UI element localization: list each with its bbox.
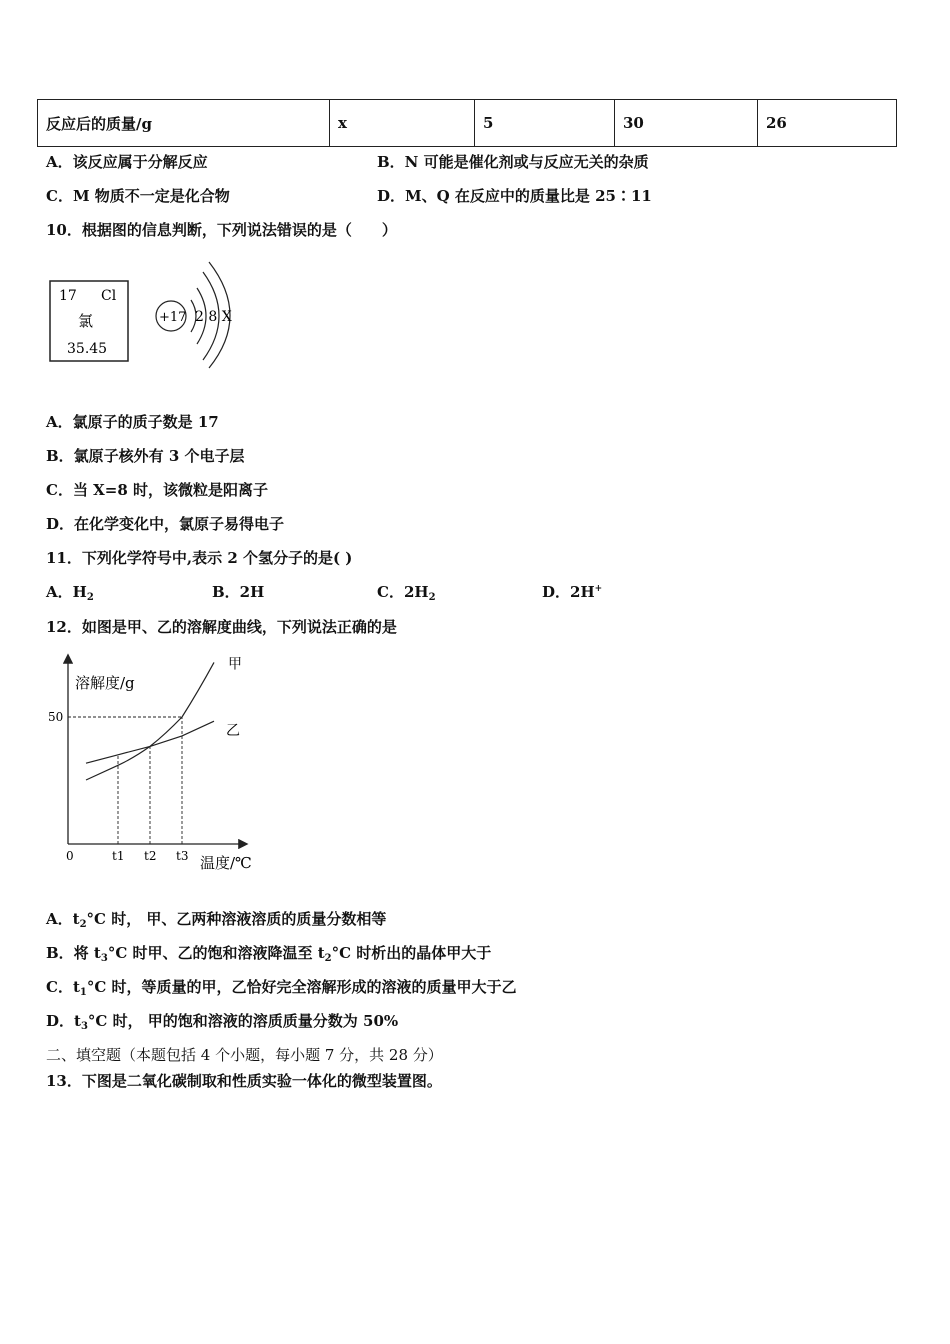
atomic-number: 17 (59, 288, 77, 304)
origin-label: 0 (66, 849, 74, 863)
q10-option-b: B．氯原子核外有 3 个电子层 (46, 447, 245, 465)
element-symbol: Cl (101, 288, 117, 304)
table-cell-p: 30 (615, 100, 758, 147)
y-axis-label: 溶解度/g (75, 674, 135, 692)
table-cell-n: 5 (475, 100, 615, 147)
q12-option-b: B．将 $t_3^\circ C$ 时甲、乙的饱和溶液降温至 $t_2^\circ C$ 时析出的晶体甲大于 (46, 944, 492, 964)
q11-option-c: C．$2H_2$ (377, 583, 436, 603)
y-tick-50: 50 (48, 710, 64, 724)
q11-option-d: D．2H+ (542, 583, 603, 601)
element-name: 氯 (78, 312, 94, 330)
x-tick-t3: t3 (176, 849, 189, 863)
x-tick-t1: t1 (112, 849, 125, 863)
chlorine-figure (45, 258, 245, 370)
q10-option-c: C．当 X=8 时，该微粒是阳离子 (46, 481, 269, 499)
x-tick-t2: t2 (144, 849, 157, 863)
table-row (38, 100, 897, 147)
x-axis-label: 温度/℃ (200, 854, 252, 872)
atomic-mass: 35.45 (67, 341, 108, 357)
nucleus-charge: +17 (159, 310, 187, 325)
q9-option-d: D．M、Q 在反应中的质量比是 25∶11 (377, 187, 652, 205)
legend-yi: 乙 (226, 723, 240, 740)
q12-stem: 12．如图是甲、乙的溶解度曲线，下列说法正确的是 (46, 618, 397, 636)
q11-option-a: A．$H_2$ (46, 583, 94, 603)
q12-option-d: D．$t_3^\circ C$ 时， 甲的饱和溶液的溶质质量分数为 50% (46, 1012, 399, 1032)
q11-option-b: B．2H (212, 583, 265, 601)
table-cell-m: x (330, 100, 475, 147)
mass-table (37, 99, 897, 147)
q11-stem: 11．下列化学符号中,表示 2 个氢分子的是( ) (46, 549, 353, 567)
table-cell-q: 26 (758, 100, 897, 147)
q10-option-d: D．在化学变化中，氯原子易得电子 (46, 515, 285, 533)
q10-stem: 10．根据图的信息判断，下列说法错误的是（ ） (46, 221, 397, 239)
q9-option-a: A．该反应属于分解反应 (46, 153, 208, 171)
shell-electrons: 2 8 X (195, 309, 232, 325)
section-heading: 二、填空题（本题包括 4 个小题，每小题 7 分，共 28 分） (46, 1046, 443, 1064)
table-label-cell: 反应后的质量/g (38, 100, 330, 147)
q9-option-c: C．M 物质不一定是化合物 (46, 187, 230, 205)
q10-option-a: A．氯原子的质子数是 17 (46, 413, 219, 431)
legend-jia: 甲 (228, 656, 242, 673)
q12-option-c: C．$t_1^\circ C$ 时，等质量的甲，乙恰好完全溶解形成的溶液的质量甲大于乙 (46, 978, 517, 998)
q9-option-b: B．N 可能是催化剂或与反应无关的杂质 (377, 153, 649, 171)
q12-option-a: A．$t_2^\circ C$ 时， 甲、乙两种溶液溶质的质量分数相等 (46, 910, 387, 930)
q13-stem: 13．下图是二氧化碳制取和性质实验一体化的微型装置图。 (46, 1072, 442, 1090)
solubility-chart (42, 652, 272, 874)
